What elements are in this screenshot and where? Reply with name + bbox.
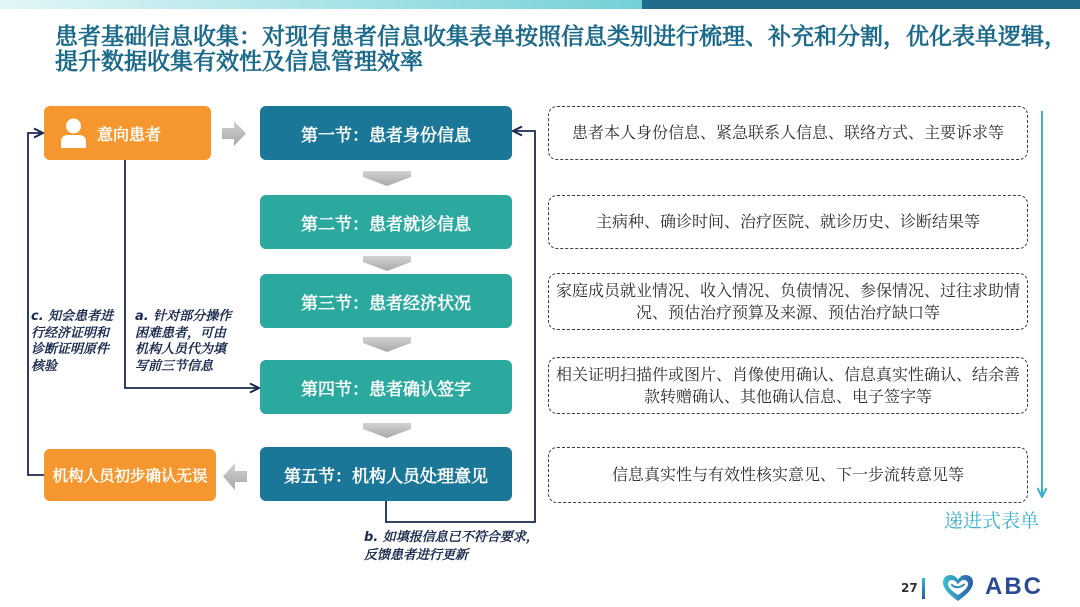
annotation-c xyxy=(31,309,113,375)
annotation-c-line: c. 知会患者进 xyxy=(31,309,114,324)
annotation-a-line: 困难患者，可由 xyxy=(135,325,227,341)
section-3-detail-box xyxy=(548,273,1028,330)
section-2-detail-line: 主病种、确诊时间、治疗医院、就诊历史、诊断结果等 xyxy=(595,212,980,231)
end-box-label: 机构人员初步确认无误 xyxy=(52,467,208,485)
footer-separator xyxy=(922,578,925,599)
section-3-label: 第三节：患者经济状况 xyxy=(301,293,471,314)
connector-c xyxy=(28,133,44,475)
end-box-staff-confirmation xyxy=(44,449,216,501)
annotation-c-line: 诊断证明原件 xyxy=(31,342,110,357)
person-icon xyxy=(60,118,87,148)
slide-title-line-2: 提升数据收集有效性及信息管理效率 xyxy=(55,49,423,75)
section-2-detail-box xyxy=(548,195,1028,249)
logo-text: ABC xyxy=(985,573,1043,600)
section-4-detail-box xyxy=(548,357,1028,414)
down-chevron-icon xyxy=(363,171,411,186)
down-chevron-icon xyxy=(363,423,411,438)
section-2-box xyxy=(260,195,512,249)
section-1-detail-line: 患者本人身份信息、紧急联系人信息、联络方式、主要诉求等 xyxy=(571,123,1004,142)
section-2-label: 第二节：患者就诊信息 xyxy=(301,214,471,235)
start-box-intended-patient xyxy=(44,106,211,160)
annotation-a-line: a. 针对部分操作 xyxy=(135,309,232,324)
right-arrow-icon xyxy=(222,121,246,146)
annotation-b-line: 反馈患者进行更新 xyxy=(364,548,469,563)
section-3-detail-line: 家庭成员就业情况、收入情况、负债情况、参保情况、过往求助情 xyxy=(555,280,1020,300)
progress-label: 递进式表单 xyxy=(944,510,1040,532)
section-5-detail-box xyxy=(548,447,1028,503)
left-arrow-icon xyxy=(223,463,247,490)
section-5-label: 第五节：机构人员处理意见 xyxy=(284,466,488,487)
heart-logo-icon xyxy=(942,574,974,602)
section-1-detail-box xyxy=(548,106,1028,160)
annotation-a-line: 机构人员代为填 xyxy=(135,342,227,357)
slide-title-line-1: 患者基础信息收集：对现有患者信息收集表单按照信息类别进行梳理、补充和分割，优化表单逻辑， xyxy=(55,24,1067,50)
section-3-detail-line: 况、预估治疗预算及来源、预估治疗缺口等 xyxy=(635,302,940,322)
start-box-label: 意向患者 xyxy=(97,124,162,144)
annotation-b-line: b. 如填报信息已不符合要求， xyxy=(364,530,539,545)
annotation-c-line: 行经济证明和 xyxy=(31,325,110,341)
section-4-detail-line: 款转赠确认、其他确认信息、电子签字等 xyxy=(643,386,932,406)
down-chevron-icon xyxy=(363,337,411,352)
section-1-box xyxy=(260,106,512,160)
down-chevron-icon xyxy=(363,256,411,271)
annotation-a-line: 写前三节信息 xyxy=(135,358,214,374)
page-number: 27 xyxy=(901,581,918,595)
section-3-box xyxy=(260,274,512,328)
section-4-label: 第四节：患者确认签字 xyxy=(301,379,471,400)
section-4-box xyxy=(260,360,512,414)
section-1-label: 第一节：患者身份信息 xyxy=(301,125,471,146)
section-5-box xyxy=(260,447,512,501)
annotation-a xyxy=(135,309,231,375)
annotation-c-line: 核验 xyxy=(31,358,58,374)
annotation-b xyxy=(364,529,539,565)
section-4-detail-line: 相关证明扫描件或图片、肖像使用确认、信息真实性确认、结余善 xyxy=(555,364,1020,384)
section-5-detail-line: 信息真实性与有效性核实意见、下一步流转意见等 xyxy=(611,465,964,484)
